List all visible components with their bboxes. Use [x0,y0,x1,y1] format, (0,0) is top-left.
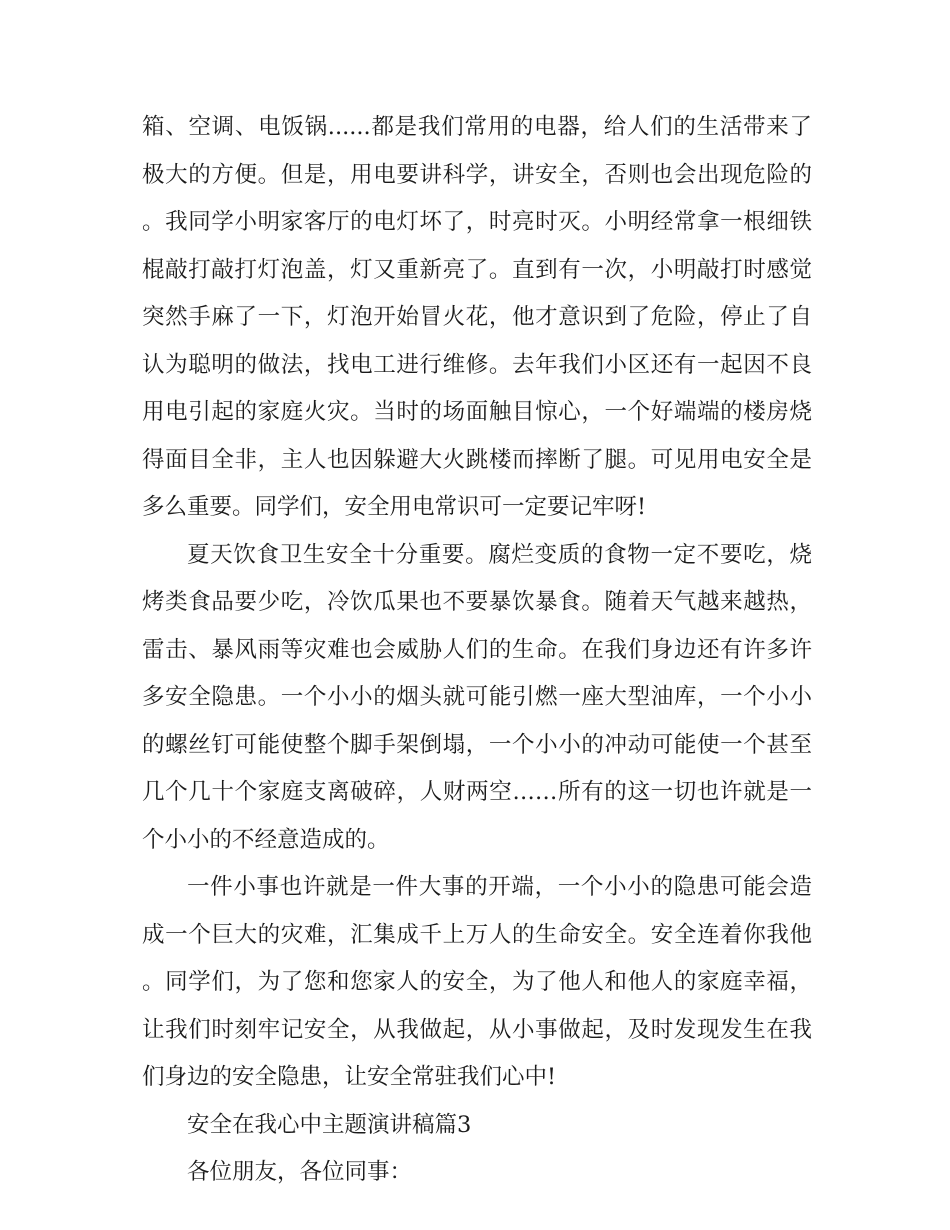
paragraph-electric-safety: 箱、空调、电饭锅......都是我们常用的电器，给人们的生活带来了极大的方便。但是，用电要讲科学，讲安全，否则也会出现危险的。我同学小明家客厅的电灯坏了，时亮时灭。小明经常拿一根细铁棍敲打敲打灯泡盖，灯又重新亮了。直到有一次，小明敲打时感觉突然手麻了一下，灯泡开始冒火花，他才意识到了危险，停止了自认为聪明的做法，找电工进行维修。去年我们小区还有一起因不良用电引起的家庭火灾。当时的场面触目惊心，一个好端端的楼房烧得面目全非，主人也因躲避大火跳楼而摔断了腿。可见用电安全是多么重要。同学们，安全用电常识可一定要记牢呀! [142,114,812,520]
paragraph-small-things: 一件小事也许就是一件大事的开端，一个小小的隐患可能会造成一个巨大的灾难，汇集成千上万人的生命安全。安全连着你我他。同学们，为了您和您家人的安全，为了他人和他人的家庭幸福，让我们时刻牢记安全，从我做起，从小事做起，及时发现发生在我们身边的安全隐患，让安全常驻我们心中! [142,874,812,1090]
paragraph-summer-safety: 夏天饮食卫生安全十分重要。腐烂变质的食物一定不要吃，烧烤类食品要少吃，冷饮瓜果也不要暴饮暴食。随着天气越来越热，雷击、暴风雨等灾难也会威胁人们的生命。在我们身边还有许多许多安全隐患。一个小小的烟头就可能引燃一座大型油库，一个小小的螺丝钉可能使整个脚手架倒塌，一个小小的冲动可能使一个甚至几个几十个家庭支离破碎，人财两空……所有的这一切也许就是一个小小的不经意造成的。 [142,541,812,853]
section-heading: 安全在我心中主题演讲稿篇3 [187,1111,472,1138]
greeting-line: 各位朋友，各位同事： [187,1159,413,1185]
document-page [142,104,812,1197]
